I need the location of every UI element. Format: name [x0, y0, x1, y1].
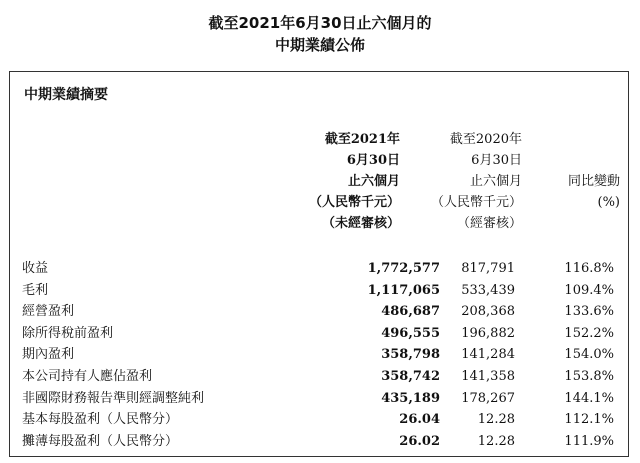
column-header-change-line: 同比變動 [567, 174, 620, 189]
table-row [10, 431, 628, 453]
row-label: 毛利 [22, 282, 49, 298]
row-current-value: 358,742 [381, 368, 440, 384]
row-current-value: 1,772,577 [367, 261, 440, 276]
row-label: 攤薄每股盈利（人民幣分） [22, 433, 179, 449]
column-header-current-line: 止六個月 [347, 174, 400, 189]
row-label: 經營盈利 [22, 304, 75, 320]
document-title-line-1: 截至2021年6月30日止六個月的 [208, 14, 432, 32]
table-body [10, 258, 628, 452]
column-header-change-line: (%) [597, 195, 620, 210]
table-row [10, 301, 628, 323]
row-label: 收益 [22, 261, 49, 276]
column-header-current [240, 129, 400, 234]
row-change-value: 111.9% [564, 433, 614, 449]
row-previous-value: 12.28 [477, 433, 515, 449]
column-header-previous-line: （經審核） [456, 216, 522, 231]
column-header-previous-line: （人民幣千元） [430, 195, 522, 210]
row-current-value: 486,687 [381, 304, 440, 320]
column-header-current-line: （未經審核） [321, 216, 400, 231]
row-label: 基本每股盈利（人民幣分） [22, 412, 179, 428]
row-previous-value: 141,284 [461, 347, 515, 363]
row-previous-value: 533,439 [461, 282, 515, 298]
row-current-value: 26.04 [399, 412, 440, 428]
table-row [10, 366, 628, 388]
row-change-value: 112.1% [564, 412, 614, 428]
table-row [10, 258, 628, 280]
row-previous-value: 178,267 [461, 390, 515, 406]
row-previous-value: 817,791 [461, 261, 515, 276]
row-previous-value: 141,358 [461, 368, 515, 384]
row-change-value: 116.8% [564, 261, 614, 276]
table-row [10, 388, 628, 410]
column-header-current-line: 截至2021年 [324, 132, 400, 147]
row-change-value: 154.0% [564, 347, 614, 363]
row-label: 非國際財務報告準則經調整純利 [22, 390, 205, 406]
table-row [10, 280, 628, 302]
row-current-value: 435,189 [381, 390, 440, 406]
row-previous-value: 196,882 [461, 325, 515, 341]
column-header-change [522, 171, 620, 213]
column-header-current-line: 6月30日 [346, 153, 400, 168]
document-title-line-2: 中期業績公佈 [274, 36, 365, 54]
row-current-value: 1,117,065 [367, 282, 440, 298]
row-previous-value: 208,368 [461, 304, 515, 320]
row-previous-value: 12.28 [477, 412, 515, 428]
row-change-value: 144.1% [564, 390, 614, 406]
row-change-value: 133.6% [564, 304, 614, 320]
row-current-value: 358,798 [381, 347, 440, 363]
column-header-previous-line: 止六個月 [469, 174, 522, 189]
table-row [10, 323, 628, 345]
row-current-value: 496,555 [381, 325, 440, 341]
row-label: 除所得稅前盈利 [22, 325, 114, 341]
row-current-value: 26.02 [399, 433, 440, 449]
table-row [10, 344, 628, 366]
column-header-current-line: （人民幣千元） [308, 195, 400, 210]
column-header-previous-line: 6月30日 [471, 153, 522, 168]
row-change-value: 152.2% [564, 325, 614, 341]
row-change-value: 153.8% [564, 368, 614, 384]
table-row [10, 409, 628, 431]
row-label: 期內盈利 [22, 347, 75, 363]
summary-table-box [9, 71, 629, 457]
section-title: 中期業績摘要 [24, 87, 108, 103]
column-header-previous-line: 截至2020年 [449, 132, 522, 147]
row-label: 本公司持有人應佔盈利 [22, 368, 153, 384]
row-change-value: 109.4% [564, 282, 614, 298]
column-header-previous [392, 129, 522, 234]
